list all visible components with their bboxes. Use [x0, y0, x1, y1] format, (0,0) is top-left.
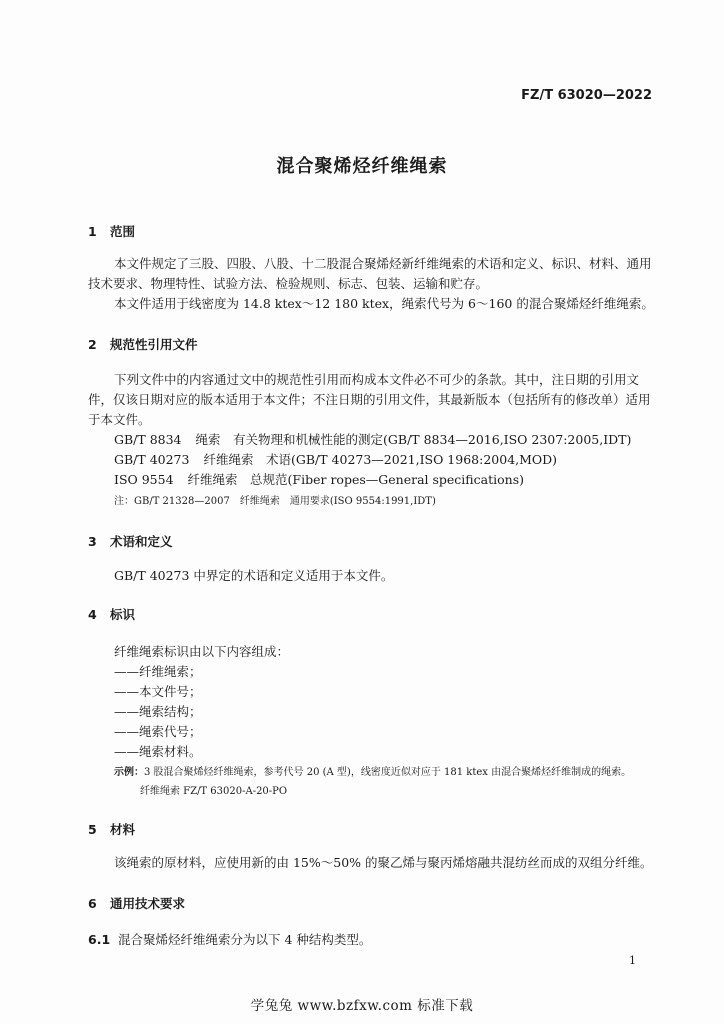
- section-4-heading: [88, 605, 135, 623]
- subsection-number: 6.1: [88, 932, 111, 947]
- materials-paragraph: 该绳索的原材料，应使用新的由 15%～50% 的聚乙烯与聚丙烯熔融共混纺丝而成的双组分纤维。: [114, 855, 653, 870]
- scope-paragraph-2: 本文件适用于线密度为 14.8 ktex～12 180 ktex，绳索代号为 6～160 的混合聚烯烃纤维绳索。: [114, 296, 654, 311]
- marking-list-item: ——绳索结构；: [114, 704, 202, 719]
- reference-code: GB/T 8834: [114, 432, 182, 447]
- marking-example: [114, 763, 631, 778]
- reference-item: [114, 450, 557, 468]
- marking-list-item: ——本文件号；: [114, 684, 202, 699]
- section-number: 1: [88, 224, 97, 239]
- example-marking-code: 纤维绳索 FZ/T 63020-A-20-PO: [140, 786, 288, 797]
- reference-title: 纤维绳索 术语(GB/T 40273—2021,ISO 1968:2004,MOD): [203, 452, 558, 467]
- section-title: 材料: [110, 822, 136, 837]
- scope-paragraph-1: 本文件规定了三股、四股、八股、十二股混合聚烯烃新纤维绳索的术语和定义、标识、材料、通用技术要求、物理特性、试验方法、检验规则、标志、包装、运输和贮存。: [88, 256, 652, 291]
- section-title: 术语和定义: [110, 534, 173, 549]
- reference-code: GB/T 40273: [114, 452, 190, 467]
- reference-item: [114, 430, 631, 448]
- subsection-text: 混合聚烯烃纤维绳索分为以下 4 种结构类型。: [118, 932, 372, 947]
- normative-intro: 下列文件中的内容通过文中的规范性引用而构成本文件必不可少的条款。其中，注日期的引用文件，仅该日期对应的版本适用于本文件；不注日期的引用文件，其最新版本（包括所有的修改单）适用于本文件。: [88, 372, 651, 427]
- section-6-heading: [88, 894, 185, 912]
- section-1-heading: [88, 222, 135, 240]
- marking-list-item: ——纤维绳索；: [114, 664, 202, 679]
- subsection-6-1: [88, 930, 654, 950]
- section-number: 3: [88, 534, 97, 549]
- section-3-heading: [88, 532, 173, 550]
- section-title: 标识: [110, 607, 136, 622]
- section-title: 范围: [110, 224, 136, 239]
- section-number: 6: [88, 896, 97, 911]
- section-number: 5: [88, 822, 97, 837]
- reference-title: 纤维绳索 总规范(Fiber ropes—General specifications): [187, 472, 524, 487]
- section-5-heading: [88, 820, 135, 838]
- marking-list-item: ——绳索材料。: [114, 744, 202, 759]
- watermark-footer: 学兔兔 www.bzfxw.com 标准下载: [250, 998, 474, 1014]
- example-label: 示例：: [114, 767, 144, 778]
- marking-intro: 纤维绳索标识由以下内容组成：: [114, 644, 290, 659]
- terms-paragraph: GB/T 40273 中界定的术语和定义适用于本文件。: [114, 568, 394, 583]
- section-title: 通用技术要求: [110, 896, 186, 911]
- reference-title: 绳索 有关物理和机械性能的测定(GB/T 8834—2016,ISO 2307:2005,IDT): [195, 432, 632, 447]
- reference-note: 注：GB/T 21328—2007 纤维绳索 通用要求(ISO 9554:1991,IDT): [114, 496, 436, 507]
- section-title: 规范性引用文件: [110, 337, 198, 352]
- section-2-heading: [88, 335, 198, 353]
- section-number: 4: [88, 607, 97, 622]
- section-number: 2: [88, 337, 97, 352]
- reference-item: [114, 470, 524, 488]
- marking-list-item: ——绳索代号；: [114, 724, 202, 739]
- page-number: 1: [629, 954, 636, 967]
- standard-code: FZ/T 63020—2022: [521, 88, 652, 103]
- document-title: 混合聚烯烃纤维绳索: [276, 156, 448, 177]
- reference-code: ISO 9554: [114, 472, 174, 487]
- example-text: 3 股混合聚烯烃纤维绳索，参考代号 20 (A 型)，线密度近似对应于 181 ktex 由混合聚烯烃纤维制成的绳索。: [144, 767, 632, 778]
